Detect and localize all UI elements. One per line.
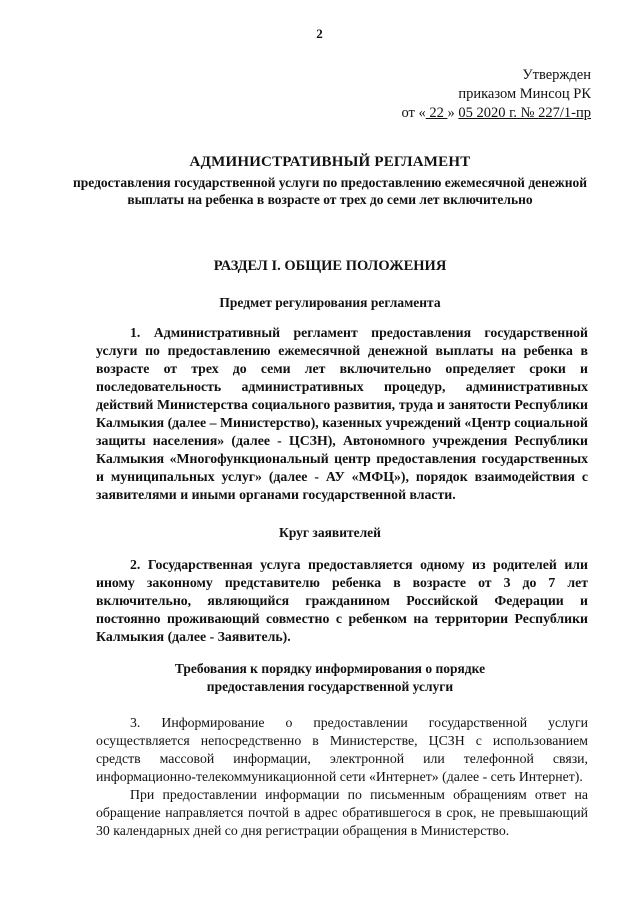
document-subtitle: предоставления государственной услуги по предоставлению ежемесячной денежной выплаты на ребенка в возрасте от трех до семи лет включительно (72, 175, 588, 207)
section-title: РАЗДЕЛ I. ОБЩИЕ ПОЛОЖЕНИЯ (213, 258, 447, 274)
approval-line-approved: Утвержден (522, 67, 591, 83)
paragraph-3: 3. Информирование о предоставлении государственной услуги осуществляется непосредственно в Министерстве, ЦСЗН с использованием средств массовой информации, электронной или телефонной связи, информационно-телекоммуникационной сети «Интернет» (далее - сеть Интернет). (96, 715, 588, 784)
date-year: 2020 г. № (476, 105, 539, 121)
subheading-informing-requirements: Требования к порядку информирования о порядке предоставления государственной услуги (174, 661, 486, 694)
paragraph-3-continued: При предоставлении информации по письменным обращениям ответ на обращение направляется почтой в адрес обратившегося в срок, не превышающий 30 календарных дней со дня регистрации обращения в Министерство. (96, 787, 588, 838)
date-day: 22 (425, 105, 448, 121)
approval-date-line (291, 104, 591, 123)
page-number: 2 (316, 26, 323, 41)
subheading-applicants: Круг заявителей (279, 525, 381, 540)
document-title: АДМИНИСТРАТИВНЫЙ РЕГЛАМЕНТ (189, 154, 471, 170)
approval-stamp (291, 66, 591, 123)
date-prefix: от « (401, 105, 426, 121)
document-title-block (60, 152, 600, 208)
paragraph-2: 2. Государственная услуга предоставляется одному из родителей или иному законному представителю ребенка в возрасте от 3 до 7 лет включительно, являющийся гражданином Российской Федерации и постоянно проживающий совместно с ребенком на территории Республики Калмыкия (далее - Заявитель). (96, 557, 588, 644)
paragraph-1: 1. Административный регламент предоставления государственной услуги по предоставлению ежемесячной денежной выплаты на ребенка в возрасте от трех до семи лет включительно определяет сроки и последовательность административных процедур, административных действий Министерства социального развития, труда и занятости Республики Калмыкия (далее – Министерство), казенных учреждений «Центр социальной защиты населения» (далее - ЦСЗН), Автономного учреждения Республики Калмыкия «Многофункциональный центр предоставления государственных и муниципальных услуг» (далее - АУ «МФЦ»), порядок взаимодействия с заявителями и иными органами государственной власти. (96, 325, 588, 502)
subheading-regulation-subject: Предмет регулирования регламента (219, 295, 441, 310)
approval-line-order: приказом Минсоц РК (458, 86, 591, 102)
date-month: 05 (458, 105, 477, 121)
date-mid: » (447, 105, 459, 121)
order-number: 227/1-пр (538, 105, 591, 121)
